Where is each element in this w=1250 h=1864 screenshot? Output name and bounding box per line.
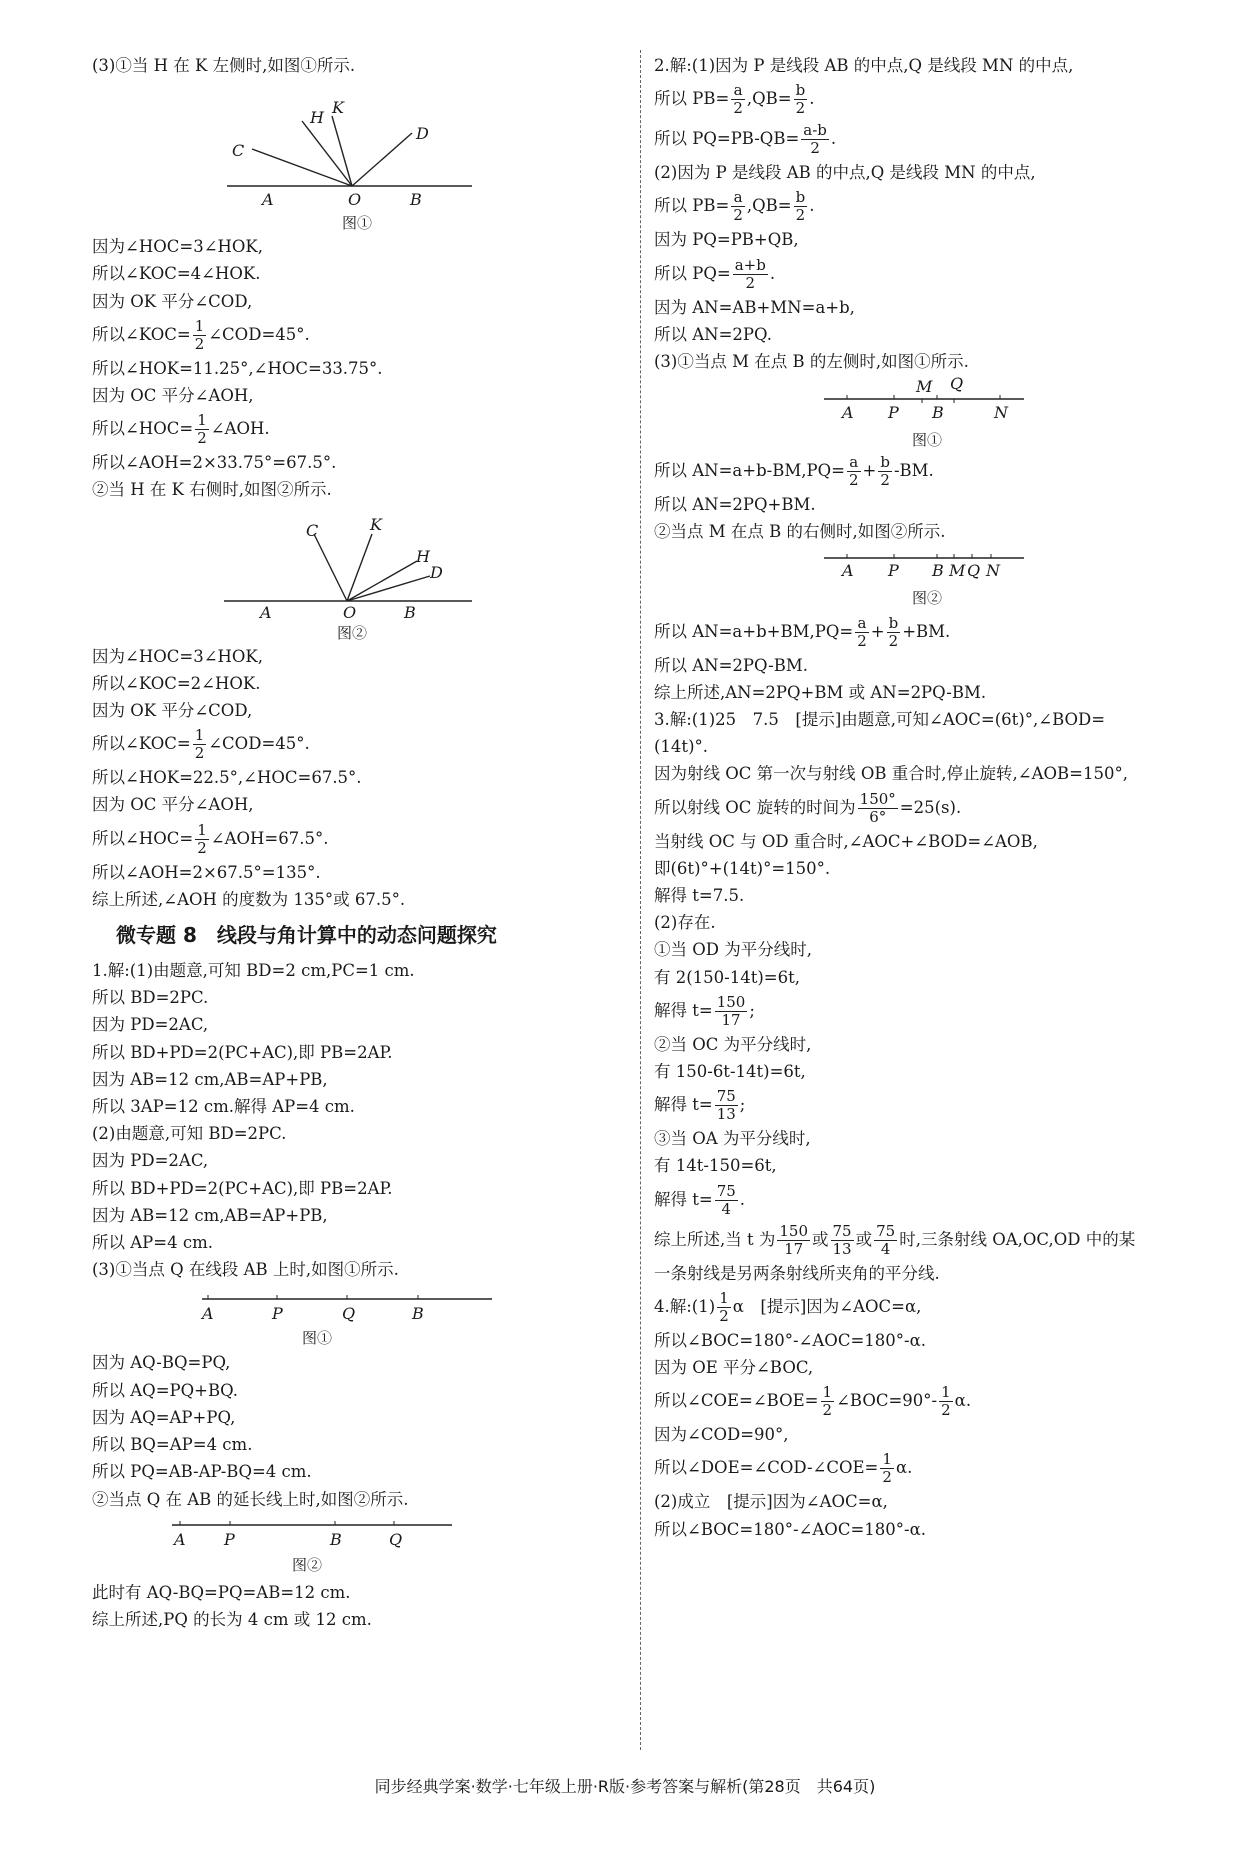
text-line: 所以 AQ=PQ+BQ. (92, 1380, 239, 1400)
text-line: 因为 OC 平分∠AOH, (92, 795, 254, 815)
svg-text:H: H (310, 108, 324, 128)
math-line (654, 186, 1214, 226)
denominator: 2 (719, 1306, 729, 1325)
text-line: 因为∠HOC=3∠HOK, (92, 237, 264, 257)
figure (92, 81, 632, 231)
text-line: 所以 PQ=AB-AP-BQ=4 cm. (92, 1462, 312, 1482)
text-line: 综上所述,AN=2PQ+BM 或 AN=2PQ-BM. (654, 682, 987, 702)
text-line: 所以 BD+PD=2(PC+AC),即 PB=2AP. (92, 1042, 393, 1062)
figure (92, 1515, 632, 1577)
svg-text:P: P (888, 560, 899, 580)
numerator: 75 (716, 1181, 736, 1200)
svg-text:Q: Q (967, 560, 981, 580)
text-line: 因为∠HOC=3∠HOK, (92, 646, 264, 666)
text-run: ∠AOH. (210, 419, 270, 439)
fraction (715, 1088, 738, 1123)
text-line: 因为 PD=2AC, (92, 1151, 209, 1171)
denominator: 2 (822, 1401, 833, 1420)
fraction (880, 1451, 894, 1486)
fraction (731, 189, 745, 224)
numerator: 1 (719, 1288, 729, 1307)
denominator: 4 (721, 1199, 732, 1218)
text-line: 所以 AN=2PQ-BM. (654, 655, 808, 675)
text-run: 解得 t= (654, 1095, 713, 1115)
text-run: . (769, 263, 776, 283)
fraction (731, 82, 745, 117)
svg-text:A: A (174, 1529, 186, 1549)
math-line (654, 1287, 1214, 1327)
math-line (654, 79, 1214, 119)
fraction (855, 615, 869, 650)
svg-text:O: O (343, 602, 357, 622)
fraction (801, 122, 829, 157)
text-run: . (809, 196, 815, 216)
numerator: a-b (803, 121, 827, 140)
text-run: . (830, 129, 837, 149)
text-run: ∠COD=45°. (208, 734, 310, 754)
numerator: a (731, 189, 745, 207)
text-run: +BM. (902, 621, 951, 641)
text-line: ①当 OD 为平分线时, (654, 940, 812, 960)
text-run: ; (739, 1095, 746, 1115)
math-line (92, 409, 632, 449)
text-run: . (809, 89, 815, 109)
segment-figure-q-on-extension (92, 1515, 532, 1577)
text-run: ,QB= (746, 89, 792, 109)
denominator: 2 (795, 206, 806, 225)
fraction (821, 1384, 835, 1419)
text-line: 1.解:(1)由题意,可知 BD=2 cm,PC=1 cm. (92, 961, 415, 981)
fraction (733, 257, 768, 292)
text-run: 所以 PB= (654, 89, 730, 109)
text-line: 所以∠KOC=2∠HOK. (92, 673, 261, 693)
text-run: 4.解:(1) (654, 1296, 716, 1316)
text-run: =25(s). (899, 797, 962, 817)
denominator: 2 (888, 631, 899, 650)
text-run: 综上所述,当 t 为 (654, 1229, 776, 1249)
text-line: 所以 AP=4 cm. (92, 1233, 213, 1253)
text-line: 此时有 AQ-BQ=PQ=AB=12 cm. (92, 1582, 351, 1602)
fraction (193, 727, 207, 762)
svg-text:A: A (202, 1304, 214, 1324)
text-line: (3)①当点 M 在点 B 的左侧时,如图①所示. (654, 352, 969, 372)
numerator: a (847, 454, 861, 472)
svg-text:M: M (916, 377, 933, 397)
text-run: + (862, 461, 877, 481)
denominator: 4 (880, 1239, 891, 1258)
text-line: (2)由题意,可知 BD=2PC. (92, 1124, 287, 1144)
text-run: ∠AOH=67.5°. (210, 828, 329, 848)
svg-text:N: N (994, 403, 1008, 423)
fraction (193, 318, 207, 353)
text-run: 所以∠DOE=∠COD-∠COE= (654, 1458, 879, 1478)
text-run: 所以 PQ= (654, 263, 731, 283)
text-line: 解得 t=7.5. (654, 886, 745, 906)
text-line: 所以∠KOC=4∠HOK. (92, 264, 261, 284)
text-line: 有 14t-150=6t, (654, 1156, 777, 1176)
text-line: 所以 BD+PD=2(PC+AC),即 PB=2AP. (92, 1178, 393, 1198)
math-line (654, 991, 1214, 1031)
numerator: a (731, 82, 745, 100)
svg-text:A: A (842, 403, 854, 423)
svg-text:N: N (986, 560, 1000, 580)
angle-figure-1 (92, 81, 512, 231)
text-line: 因为 AQ-BQ=PQ, (92, 1353, 231, 1373)
figure (92, 1285, 632, 1347)
svg-text:Q: Q (342, 1304, 356, 1324)
text-line: 所以∠BOC=180°-∠AOC=180°-α. (654, 1330, 926, 1350)
text-line: 所以∠BOC=180°-∠AOC=180°-α. (654, 1519, 926, 1539)
denominator: 2 (880, 471, 890, 490)
denominator: 2 (795, 99, 806, 118)
numerator: 1 (194, 726, 205, 745)
math-line (654, 1220, 1214, 1260)
numerator: b (880, 453, 890, 472)
fraction (715, 1183, 738, 1218)
numerator: a+b (734, 255, 766, 274)
denominator: 2 (882, 1468, 892, 1487)
denominator: 17 (784, 1239, 804, 1258)
svg-text:D: D (416, 124, 429, 144)
text-line: 因为∠COD=90°, (654, 1425, 789, 1445)
numerator: 1 (941, 1383, 951, 1402)
fraction (858, 791, 898, 826)
fraction (874, 1223, 897, 1258)
math-line (654, 788, 1214, 828)
numerator: 1 (197, 411, 207, 430)
numerator: 1 (882, 1450, 892, 1469)
text-run: -BM. (893, 461, 934, 481)
right-column (654, 52, 1214, 1543)
svg-text:A: A (262, 190, 274, 210)
text-run: ; (749, 1000, 755, 1020)
denominator: 17 (721, 1010, 741, 1029)
angle-figure-2 (92, 506, 512, 641)
text-line: 因为 PD=2AC, (92, 1015, 209, 1035)
svg-text:C: C (306, 520, 319, 540)
segment-figure-m-left-of-b (654, 377, 1094, 449)
svg-text:Q: Q (950, 377, 964, 394)
denominator: 13 (832, 1239, 852, 1258)
text-line: 综上所述,∠AOH 的度数为 135°或 67.5°. (92, 889, 406, 909)
text-line: 因为 OE 平分∠BOC, (654, 1358, 814, 1378)
text-run: 或 (855, 1229, 873, 1249)
numerator: a (855, 615, 869, 633)
text-line: 一条射线是另两条射线所夹角的平分线. (654, 1263, 940, 1283)
text-run: 时,三条射线 OA,OC,OD 中的某 (899, 1229, 1136, 1249)
numerator: 75 (832, 1221, 852, 1240)
text-run: ,QB= (746, 196, 792, 216)
denominator: 2 (197, 429, 207, 448)
math-line (92, 315, 632, 355)
left-column (92, 52, 632, 1633)
text-line: 因为 OK 平分∠COD, (92, 291, 253, 311)
text-line: 因为射线 OC 第一次与射线 OB 重合时,停止旋转,∠AOB=150°, (654, 764, 1128, 784)
numerator: b (888, 613, 899, 632)
fraction (777, 1223, 810, 1258)
fraction (847, 454, 861, 489)
text-run: α. (895, 1458, 913, 1478)
svg-text:A: A (842, 560, 854, 580)
text-line: ③当 OA 为平分线时, (654, 1129, 811, 1149)
figure-caption: 图① (912, 431, 943, 450)
numerator: b (795, 188, 806, 207)
figure-caption: 图① (342, 214, 373, 232)
text-line: 所以 BQ=AP=4 cm. (92, 1435, 253, 1455)
math-line (654, 451, 1214, 491)
svg-text:P: P (888, 403, 899, 423)
svg-text:C: C (232, 141, 245, 161)
text-run: 解得 t= (654, 1000, 713, 1020)
text-line: 因为 AQ=AP+PQ, (92, 1407, 236, 1427)
denominator: 2 (733, 206, 743, 225)
math-line (654, 119, 1214, 159)
math-line (654, 1085, 1214, 1125)
text-line: (14t)°. (654, 737, 708, 757)
math-line (92, 724, 632, 764)
fraction (794, 189, 808, 224)
svg-text:B: B (330, 1529, 342, 1549)
text-line: (3)①当点 Q 在线段 AB 上时,如图①所示. (92, 1260, 399, 1280)
text-line: (2)成立 [提示]因为∠AOC=α, (654, 1492, 888, 1512)
text-run: 所以 PB= (654, 196, 730, 216)
text-line: 有 2(150-14t)=6t, (654, 967, 801, 987)
text-run: α. (954, 1391, 972, 1411)
denominator: 13 (716, 1105, 736, 1124)
figure (654, 548, 1214, 610)
svg-text:O: O (348, 190, 362, 210)
svg-text:P: P (272, 1304, 283, 1324)
denominator: 2 (194, 334, 205, 353)
figure-caption: 图② (337, 623, 368, 641)
text-line: 所以∠AOH=2×67.5°=135°. (92, 862, 321, 882)
numerator: b (795, 81, 806, 100)
text-line: 因为 AB=12 cm,AB=AP+PB, (92, 1069, 328, 1089)
fraction (715, 994, 748, 1029)
denominator: 2 (941, 1401, 951, 1420)
page-footer: 同步经典学案·数学·七年级上册·R版·参考答案与解析(第28页 共64页) (374, 1777, 876, 1796)
numerator: 1 (822, 1383, 833, 1402)
text-run: . (739, 1189, 746, 1209)
denominator: 2 (733, 99, 743, 118)
figure-caption: 图① (302, 1329, 333, 1348)
text-line: 2.解:(1)因为 P 是线段 AB 的中点,Q 是线段 MN 的中点, (654, 56, 1074, 75)
text-run: ∠COD=45°. (208, 324, 310, 344)
text-line: 所以 AN=2PQ. (654, 324, 772, 344)
svg-text:B: B (404, 602, 416, 622)
figure (92, 506, 632, 641)
numerator: 150° (859, 789, 896, 808)
denominator: 2 (810, 139, 820, 158)
svg-text:B: B (932, 560, 944, 580)
svg-text:M: M (949, 560, 966, 580)
text-run: 所以 PQ=PB-QB= (654, 129, 800, 149)
text-line: ②当点 M 在点 B 的右侧时,如图②所示. (654, 522, 946, 542)
figure-caption: 图② (912, 588, 943, 607)
svg-text:K: K (332, 98, 344, 118)
text-line: (2)存在. (654, 913, 716, 933)
fraction (195, 822, 209, 857)
text-run: 所以∠COE=∠BOE= (654, 1391, 819, 1411)
text-run: 所以∠KOC= (92, 734, 191, 754)
text-run: 所以 AN=a+b-BM,PQ= (654, 461, 845, 481)
text-line: 即(6t)°+(14t)°=150°. (654, 858, 831, 878)
text-run: 所以射线 OC 旋转的时间为 (654, 797, 856, 817)
text-run: 所以 AN=a+b+BM,PQ= (654, 621, 854, 641)
math-line (654, 1448, 1214, 1488)
text-run: 解得 t= (654, 1189, 713, 1209)
svg-text:A: A (260, 602, 272, 622)
segment-figure-m-right-of-b (654, 548, 1094, 610)
denominator: 2 (745, 273, 756, 292)
section-heading: 微专题 8 线段与角计算中的动态问题探究 (116, 923, 497, 948)
math-line (654, 254, 1214, 294)
fraction (939, 1384, 953, 1419)
text-run: 所以∠HOC= (92, 419, 194, 439)
text-line: ②当 H 在 K 右侧时,如图②所示. (92, 480, 332, 500)
text-line: ②当点 Q 在 AB 的延长线上时,如图②所示. (92, 1489, 409, 1509)
text-line: (3)①当 H 在 K 左侧时,如图①所示. (92, 56, 356, 75)
fraction (195, 412, 209, 447)
text-run: + (870, 621, 885, 641)
text-line: 所以∠HOK=11.25°,∠HOC=33.75°. (92, 358, 383, 378)
text-line: 因为 PQ=PB+QB, (654, 230, 799, 250)
svg-text:Q: Q (389, 1529, 403, 1549)
denominator: 2 (848, 471, 859, 490)
svg-text:H: H (416, 546, 430, 566)
figure (654, 377, 1214, 449)
math-line (654, 1381, 1214, 1421)
text-line: 有 150-6t-14t)=6t, (654, 1062, 806, 1082)
svg-text:P: P (224, 1529, 235, 1549)
text-run: 所以∠KOC= (92, 324, 191, 344)
fraction (887, 615, 901, 650)
figure-caption: 图② (292, 1555, 323, 1574)
text-line: 所以 BD=2PC. (92, 988, 209, 1008)
text-line: 所以 AN=2PQ+BM. (654, 495, 816, 515)
text-line: 当射线 OC 与 OD 重合时,∠AOC+∠BOD=∠AOB, (654, 831, 1038, 851)
math-line (654, 1180, 1214, 1220)
text-line: 因为 OK 平分∠COD, (92, 701, 253, 721)
text-line: 所以∠HOK=22.5°,∠HOC=67.5°. (92, 768, 362, 788)
numerator: 1 (197, 820, 207, 839)
text-line: 因为 AB=12 cm,AB=AP+PB, (92, 1205, 328, 1225)
math-line (92, 819, 632, 859)
svg-text:B: B (932, 403, 944, 423)
text-run: ∠BOC=90°- (836, 1391, 938, 1411)
svg-text:B: B (410, 190, 422, 210)
denominator: 2 (197, 838, 207, 857)
denominator: 2 (194, 744, 205, 763)
numerator: 150 (716, 992, 746, 1011)
numerator: 150 (779, 1221, 809, 1240)
text-line: 所以∠AOH=2×33.75°=67.5°. (92, 453, 337, 473)
column-divider (640, 50, 641, 1750)
segment-figure-q-on-ab (92, 1285, 532, 1347)
math-line (654, 612, 1214, 652)
text-line: 因为 AN=AB+MN=a+b, (654, 297, 855, 317)
text-run: α [提示]因为∠AOC=α, (732, 1296, 922, 1316)
text-line: ②当 OC 为平分线时, (654, 1034, 812, 1054)
numerator: 75 (716, 1087, 736, 1106)
text-run: 或 (812, 1229, 829, 1249)
text-line: 所以 3AP=12 cm.解得 AP=4 cm. (92, 1097, 355, 1117)
fraction (794, 82, 808, 117)
fraction (831, 1223, 854, 1258)
denominator: 2 (857, 631, 867, 650)
svg-text:B: B (412, 1304, 424, 1324)
svg-text:D: D (430, 562, 443, 582)
text-line: (2)因为 P 是线段 AB 的中点,Q 是线段 MN 的中点, (654, 163, 1036, 183)
fraction (717, 1290, 731, 1325)
svg-text:K: K (370, 514, 382, 534)
numerator: 75 (876, 1221, 896, 1240)
text-line: 因为 OC 平分∠AOH, (92, 386, 254, 406)
denominator: 6° (869, 807, 887, 826)
text-line: 3.解:(1)25 7.5 [提示]由题意,可知∠AOC=(6t)°,∠BOD= (654, 710, 1106, 730)
text-run: 所以∠HOC= (92, 828, 194, 848)
text-line: 综上所述,PQ 的长为 4 cm 或 12 cm. (92, 1609, 372, 1629)
fraction (878, 454, 892, 489)
numerator: 1 (194, 316, 205, 335)
